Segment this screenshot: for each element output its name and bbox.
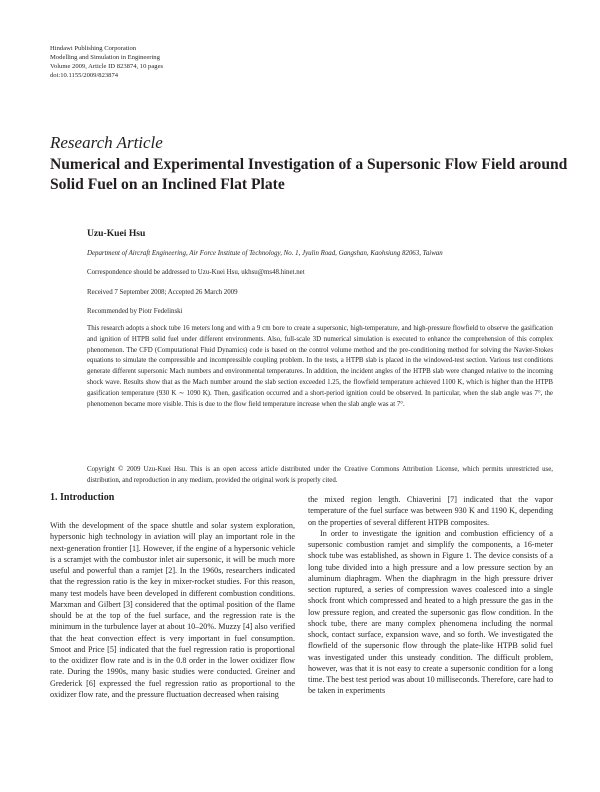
author-name: Uzu-Kuei Hsu xyxy=(87,228,146,239)
abstract-text: This research adopts a shock tube 16 meters long and with a 9 cm bore to create a supersonic, high-temperature, and high-pressure flowfield to observe the gasification and ignition of HTPB solid fuel under different environments. Also, full-scale 3D numerical simulation is executed to enhance the comprehension of this complex phenomenon. The CFD (Computational Fluid Dynamics) code is based on the control volume method and the pre-conditioning method for solving the Navier-Stokes equations to simulate the compressible and incompressible coupling problem. In the tests, a HTPB slab is placed in the windowed-test section. Various test conditions generate different supersonic Mach numbers and environmental temperatures. In addition, the incident angles of the HTPB slab were changed relative to the incoming shock wave. Results show that as the Mach number around the slab section exceeded 1.25, the flowfield temperature achieved 1100 K, which is higher than the HTPB gasification temperature (930 K ∼ 1090 K). Then, gasification occurred and a short-period ignition could be observed. In particular, when the slab angle was 7°, the phenomenon became more visible. This is due to the flow field temperature increase when the slab angle was at 7°. xyxy=(87,325,553,408)
journal-header xyxy=(50,44,163,80)
paper-title: Numerical and Experimental Investigation of a Supersonic Flow Field around Solid Fuel on an Inclined Flat Plate xyxy=(50,156,568,193)
journal-line: Modelling and Simulation in Engineering xyxy=(50,54,160,61)
volume-line: Volume 2009, Article ID 823874, 10 pages xyxy=(50,63,164,70)
section-heading: 1. Introduction xyxy=(50,492,115,503)
correspondence-line: Correspondence should be addressed to Uzu-Kuei Hsu, ukhsu@ms48.hinet.net xyxy=(87,269,305,276)
left-column xyxy=(50,520,295,700)
publisher-line: Hindawi Publishing Corporation xyxy=(50,45,137,52)
intro-paragraph-2: In order to investigate the ignition and combustion efficiency of a supersonic combustion ramjet and simplify the components, a 16-meter shock tube was established, as shown in Figure 1. The device consists of a long tube divided into a high pressure and a low pressure section by an aluminum diaphragm. When the diaphragm in the high pressure driver section ruptured, a series of compression waves coalesced into a single shock front which compressed and heated to a high pressure the gas in the low pressure region, and created the supersonic gas flow condition. In the shock tube, there are many complex phenomena including the normal shock, contact surface, expansion wave, and so forth. We investigated the flowfield of the supersonic flow through the plate-like HTPB solid fuel was investigated under this unsteady condition. The difficult problem, however, was that it is not easy to create a supersonic condition for a long time. The best test period was about 10 milliseconds. Therefore, care had to be taken in experiments xyxy=(308,528,553,696)
right-column xyxy=(308,494,553,697)
doi-line: doi:10.1155/2009/823874 xyxy=(50,72,119,79)
intro-paragraph-1-cont: the mixed region length. Chiaverini [7] indicated that the vapor temperature of the fuel surface was between 930 K and 1190 K, depending on the properties of several different HTPB composites. xyxy=(308,495,553,527)
article-type: Research Article xyxy=(50,133,163,152)
dates-line: Received 7 September 2008; Accepted 26 March 2009 xyxy=(87,289,238,296)
recommended-line: Recommended by Piotr Fedelinski xyxy=(87,308,183,315)
author-affiliation: Department of Aircraft Engineering, Air Force Institute of Technology, No. 1, Jyulin Road, Gangshan, Kaohsiung 82063, Taiwan xyxy=(87,250,443,257)
intro-paragraph-1: With the development of the space shuttle and solar system exploration, hypersonic high technology in aviation will play an important role in the next-generation frontier [1]. However, if the engine of a hypersonic vehicle is a scramjet with the combustor inlet air supersonic, it will be much more useful and powerful than a ramjet [2]. In the 1960s, researchers indicated that the regression ratio is the key in mixer-rocket studies. For this reason, many test models have been developed in different combustion conditions. Marxman and Gilbert [3] considered that the optimal position of the flame should be at the top of the fuel surface, and the regression rate is the minimum in the turbulence layer at about 10–20%. Muzzy [4] also verified that the heat convection effect is very important in fuel consumption. Smoot and Price [5] indicated that the fuel regression ratio is proportional to the oxidizer flow rate and is in the 0.8 order in the lower oxidizer flow rate. During the 1990s, many basic studies were conducted. Greiner and Grederick [6] expressed the fuel regression ratio as proportional to the oxidizer flow rate, and the pressure fluctuation decreased when raising xyxy=(50,521,295,699)
copyright-notice: Copyright © 2009 Uzu-Kuei Hsu. This is an open access article distributed under the Creative Commons Attribution License, which permits unrestricted use, distribution, and reproduction in any medium, provided the original work is properly cited. xyxy=(87,466,553,484)
